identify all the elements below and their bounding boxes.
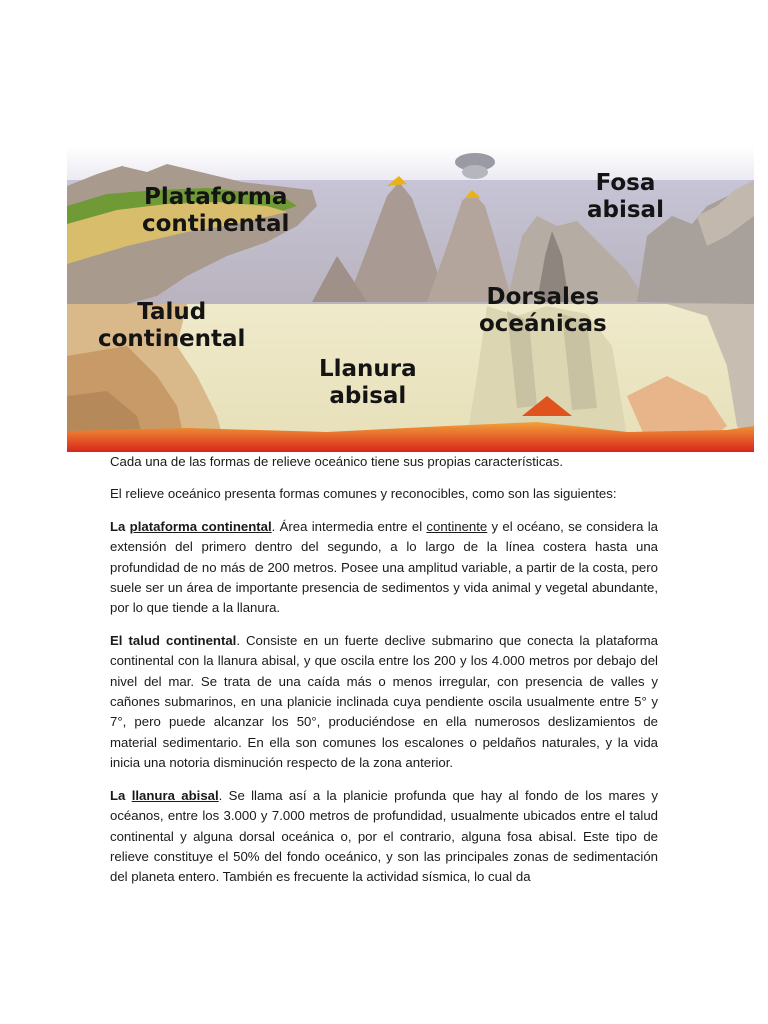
label-talud-line2: continental [98, 326, 246, 352]
label-llanura-line1: Llanura [319, 356, 417, 382]
label-plataforma-line2: continental [142, 211, 290, 237]
label-dorsales-oceanicas [479, 284, 607, 338]
label-dorsales-line1: Dorsales [486, 284, 600, 310]
p3-term: llanura abisal [131, 787, 219, 803]
paragraph-llanura [110, 786, 658, 888]
paragraph-talud [110, 631, 658, 774]
p3-body: . Se llama así a la planicie profunda que hay al fondo de los mares y océanos, entre los 3.000 y 7.000 metros de profundidad, usualmente ubicados entre el talud continental y alguna dorsal oceánica o, por el contrario, alguna fosa abisal. Este tipo de relieve constituye el 50% del fondo oceánico, y son las principales zonas de sedimentación del planeta entero. También es frecuente la actividad sísmica, lo cual da [110, 787, 659, 885]
label-plataforma-continental [142, 184, 289, 238]
continente-link[interactable]: continente [426, 518, 488, 534]
p1-text-b: y el océano, se considera la extensión del primero dentro del segundo, a lo largo de la línea costera hasta una profundidad de no más de 200 metros. Posee una amplitud variable, a partir de la costa, pero suele ser un área de importante presencia de sedimentos y vida animal y vegetal abundante, por lo que tiende a la llanura. [110, 518, 658, 616]
label-plataforma-line1: Plataforma [144, 184, 288, 210]
p2-body: . Consiste en un fuerte declive submarino que conecta la plataforma continental con la llanura abisal, y que oscila entre los 200 y los 4.000 metros por debajo del nivel del mar. Se trata de una caída más o menos irregular, con presencia de valles y cañones submarinos, en una planicie inclinada cuya pendiente oscila usualmente entre 5° y 7°, pero puede alcanzar los 50°, produciéndose en ella numerosos deslizamientos de material sedimentario. En ella son comunes los escalones o peldaños naturales, y la vida inicia una notoria disminución respecto de la zona anterior. [110, 632, 658, 771]
figure-caption: Cada una de las formas de relieve oceánico tiene sus propias características. [110, 454, 564, 469]
label-talud-line1: Talud [137, 299, 207, 325]
label-fosa-abisal [587, 170, 664, 224]
label-dorsales-line2: oceánicas [479, 311, 607, 337]
label-llanura-line2: abisal [329, 383, 407, 409]
p2-term: El talud continental [110, 632, 237, 648]
document-body [110, 452, 658, 900]
p1-text-a: . Área intermedia entre el [271, 518, 427, 534]
ocean-relief-illustration [67, 146, 754, 452]
label-talud-continental [98, 299, 245, 353]
p1-term: plataforma continental [129, 518, 272, 534]
p3-lead: La [110, 787, 132, 803]
intro-paragraph: El relieve oceánico presenta formas comunes y reconocibles, como son las siguientes: [110, 486, 617, 502]
label-fosa-line1: Fosa [595, 170, 656, 196]
p1-lead: La [110, 518, 130, 534]
label-fosa-line2: abisal [587, 197, 664, 223]
label-llanura-abisal [319, 356, 417, 410]
paragraph-plataforma [110, 517, 658, 619]
